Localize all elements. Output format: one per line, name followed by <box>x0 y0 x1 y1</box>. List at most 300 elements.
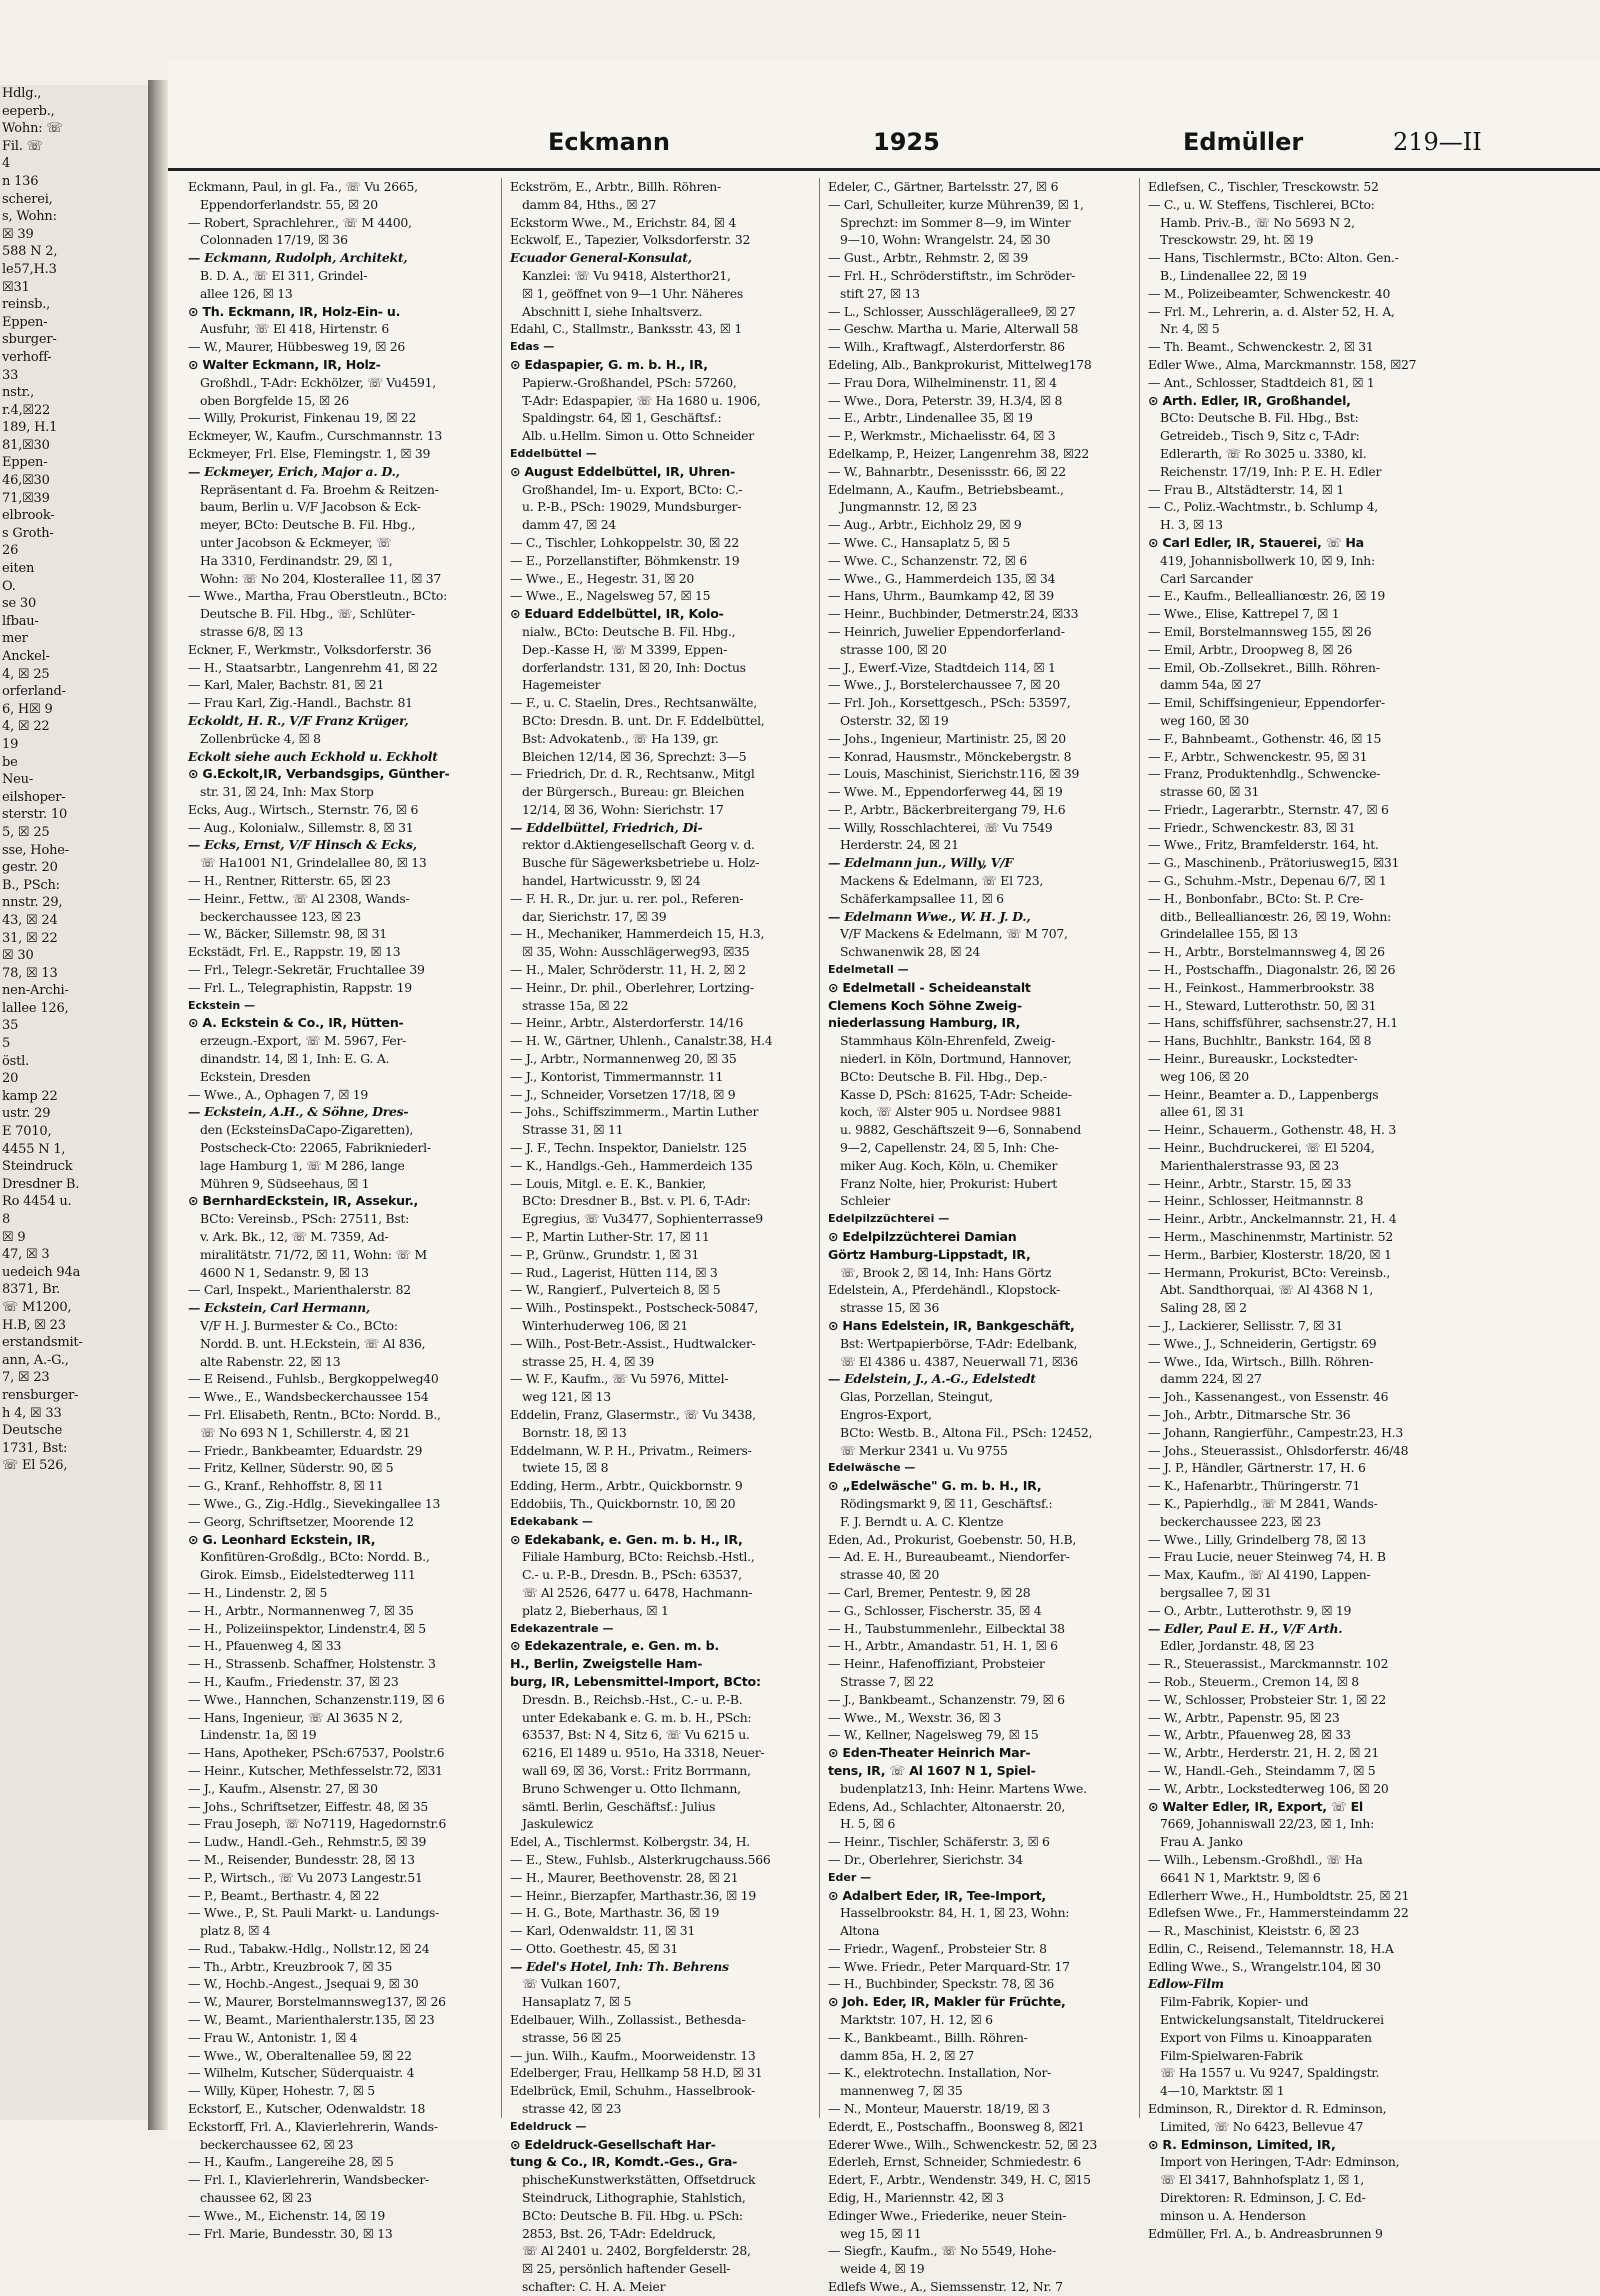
entry-line: BCto: Dresdn. B. unt. Dr. F. Eddelbüttel, <box>522 712 765 728</box>
strip-line: E 7010, <box>2 1124 52 1140</box>
entry-line: allee 126, ☒ 13 <box>200 285 293 301</box>
entry-line: — Konrad, Hausmstr., Mönckebergstr. 8 <box>828 748 1072 764</box>
entry-line: Jungmannstr. 12, ☒ 23 <box>840 499 977 515</box>
entry-line: str. 31, ☒ 24, Inh: Max Storp <box>200 784 374 800</box>
entry-line: beckerchaussee 223, ☒ 23 <box>1160 1513 1321 1529</box>
entry-line: ☏, Brook 2, ☒ 14, Inh: Hans Görtz <box>840 1264 1052 1280</box>
entry-line: niederl. in Köln, Dortmund, Hannover, <box>840 1051 1072 1067</box>
strip-line: ustr. 29 <box>2 1106 51 1122</box>
strip-line: Fil. ☏ <box>2 138 43 154</box>
entry-line: — Wwe., E., Hegestr. 31, ☒ 20 <box>510 570 695 586</box>
entry-line: — Wwe., Lilly, Grindelberg 78, ☒ 13 <box>1148 1531 1366 1547</box>
entry-line: Edahl, C., Stallmstr., Banksstr. 43, ☒ 1 <box>510 321 742 337</box>
entry-line: Reichenstr. 17/19, Inh: P. E. H. Edler <box>1160 463 1382 479</box>
entry-line: — J., Bankbeamt., Schanzenstr. 79, ☒ 6 <box>828 1691 1065 1707</box>
strip-line: rensburger- <box>2 1387 79 1403</box>
entry-line: — Karl, Maler, Bachstr. 81, ☒ 21 <box>188 677 385 693</box>
entry-line: v. Ark. Bk., 12, ☏ M. 7359, Ad- <box>200 1229 389 1245</box>
strip-line: ☒ 30 <box>2 948 34 964</box>
entry-line: Bst: Advokatenb., ☏ Ha 139, gr. <box>522 730 719 746</box>
entry-line: ☏ Ha 1557 u. Vu 9247, Spaldingstr. <box>1160 2065 1380 2081</box>
page-header <box>168 122 1600 168</box>
entry-line: Spaldingstr. 64, ☒ 1, Geschäftsf.: <box>522 410 722 426</box>
entry-line: — Heinr., Beamter a. D., Lappenbergs <box>1148 1086 1379 1102</box>
entry-line: baum, Berlin u. V/F Jacobson & Eck- <box>200 499 421 515</box>
entry-line: Eckmann, Paul, in gl. Fa., ☏ Vu 2665, <box>188 179 418 194</box>
entry-line: — P., Grünw., Grundstr. 1, ☒ 31 <box>510 1246 700 1262</box>
entry-line: ☏ Al 2401 u. 2402, Borgfelderstr. 28, <box>522 2243 751 2259</box>
entry-line: weg 160, ☒ 30 <box>1160 712 1249 728</box>
entry-line: BCto: Westb. B., Altona Fil., PSch: 12452, <box>840 1424 1093 1440</box>
entry-line: strasse 100, ☒ 20 <box>840 641 947 657</box>
entry-line: B., Lindenallee 22, ☒ 19 <box>1160 267 1307 283</box>
entry-line: — Frau W., Antonistr. 1, ☒ 4 <box>188 2029 358 2045</box>
firm-entry-line: ⊙ Edeldruck-Gesellschaft Har- <box>510 2136 716 2152</box>
strip-line: le57,H.3 <box>2 261 57 277</box>
entry-line: 2853, Bst. 26, T-Adr: Edeldruck, <box>522 2225 716 2241</box>
entry-line: — Wwe., Hannchen, Schanzenstr.119, ☒ 6 <box>188 1691 445 1707</box>
entry-line: Eckstorff, Frl. A., Klavierlehrerin, Wands- <box>188 2118 438 2134</box>
entry-line: BCto: Vereinsb., PSch: 27511, Bst: <box>200 1211 410 1227</box>
entry-line: — W. F., Kaufm., ☏ Vu 5976, Mittel- <box>510 1371 729 1387</box>
firm-entry-line: H., Berlin, Zweigstelle Ham- <box>510 1656 703 1672</box>
entry-line: Alb. u.Hellm. Simon u. Otto Schneider <box>522 428 754 444</box>
entry-line: — Eddelbüttel, Friedrich, Di- <box>510 819 703 835</box>
entry-line: Ederdt, E., Postschaffn., Boonsweg 8, ☒21 <box>828 2118 1085 2134</box>
strip-line: östl. <box>2 1053 30 1069</box>
entry-line: — Frl. Joh., Korsettgesch., PSch: 53597, <box>828 695 1071 711</box>
entry-line: — Th. Beamt., Schwenckestr. 2, ☒ 31 <box>1148 339 1374 355</box>
entry-line: mannenweg 7, ☒ 35 <box>840 2083 963 2099</box>
entry-line: 63537, Bst: N 4, Sitz 6, ☏ Vu 6215 u. <box>522 1727 750 1743</box>
entry-line: — Friedr., Schwenckestr. 83, ☒ 31 <box>1148 819 1356 835</box>
entry-line: — E., Kaufm., Belleallianœstr. 26, ☒ 19 <box>1148 588 1386 604</box>
entry-line: Import von Heringen, T-Adr: Edminson, <box>1160 2154 1400 2170</box>
entry-line: Edelstein, A., Pferdehändl., Klopstock- <box>828 1282 1061 1298</box>
strip-line: 33 <box>2 367 19 383</box>
strip-line: Eppen- <box>2 455 48 471</box>
strip-line: Eppen- <box>2 314 48 330</box>
firm-entry-line: tens, IR, ☏ Al 1607 N 1, Spiel- <box>828 1762 1036 1778</box>
section-heading: Edekabank — <box>510 1514 593 1528</box>
strip-line: nnstr. 29, <box>2 895 63 911</box>
entry-line: Ausfuhr, ☏ El 418, Hirtenstr. 6 <box>200 321 390 337</box>
entry-line: — Eckmann, Rudolph, Architekt, <box>188 250 408 266</box>
column-divider <box>1139 178 1140 2118</box>
entry-line: — C., Tischler, Lohkoppelstr. 30, ☒ 22 <box>510 534 739 550</box>
strip-line: Hdlg., <box>2 86 42 101</box>
strip-line: 47, ☒ 3 <box>2 1247 50 1263</box>
entry-line: — H., Arbtr., Amandastr. 51, H. 1, ☒ 6 <box>828 1638 1058 1654</box>
entry-line: — Edler, Paul E. H., V/F Arth. <box>1148 1620 1343 1636</box>
strip-line: ☒ 9 <box>2 1229 26 1245</box>
book-gutter <box>148 80 168 2130</box>
entry-line: — Hermann, Prokurist, BCto: Vereinsb., <box>1148 1264 1391 1280</box>
entry-line: Eckström, E., Arbtr., Billh. Röhren- <box>510 179 721 194</box>
strip-line: eiten <box>2 561 35 577</box>
strip-line: verhoff- <box>2 349 52 365</box>
entry-line: V/F H. J. Burmester & Co., BCto: <box>200 1318 398 1333</box>
entry-line: ☏ Al 2526, 6477 u. 6478, Hachmann- <box>522 1584 753 1600</box>
entry-line: — Wwe., J., Borstelerchaussee 7, ☒ 20 <box>828 677 1060 693</box>
entry-line: — Ad. E. H., Bureaubeamt., Niendorfer- <box>828 1549 1070 1565</box>
strip-line: reinsb., <box>2 297 51 313</box>
entry-line: — Frau Dora, Wilhelminenstr. 11, ☒ 4 <box>828 374 1057 390</box>
entry-line: Direktoren: R. Edminson, J. C. Ed- <box>1160 2190 1366 2206</box>
entry-line: — Wilh., Kraftwagf., Alsterdorferstr. 86 <box>828 339 1065 355</box>
entry-line: BCto: Deutsche B. Fil. Hbg. u. PSch: <box>522 2207 743 2223</box>
strip-line: 8 <box>2 1212 11 1227</box>
entry-line: Hasselbrookstr. 84, H. 1, ☒ 23, Wohn: <box>840 1905 1070 1921</box>
entry-line: — Edelmann Wwe., W. H. J. D., <box>828 908 1031 924</box>
firm-entry-line: ⊙ R. Edminson, Limited, IR, <box>1148 2136 1336 2152</box>
entry-line: twiete 15, ☒ 8 <box>522 1460 609 1476</box>
entry-line: BCto: Deutsche B. Fil. Hbg., Dep.- <box>840 1068 1047 1084</box>
entry-line: Eckmeyer, W., Kaufm., Curschmannstr. 13 <box>188 428 443 444</box>
entry-line: miker Aug. Koch, Köln, u. Chemiker <box>840 1157 1058 1173</box>
entry-line: — Friedrich, Dr. d. R., Rechtsanw., Mitgl <box>510 766 755 782</box>
entry-line: 9—2, Capellenstr. 24, ☒ 5, Inh: Che- <box>840 1140 1059 1156</box>
entry-line: — Frl. Marie, Bundesstr. 30, ☒ 13 <box>188 2225 393 2241</box>
firm-entry-line: ⊙ Eden-Theater Heinrich Mar- <box>828 1745 1031 1761</box>
entry-line: Carl Sarcander <box>1160 570 1253 586</box>
entry-line: — Hans, Buchhltr., Bankstr. 164, ☒ 8 <box>1148 1033 1372 1049</box>
firm-entry-line: ⊙ Edelpilzzüchterei Damian <box>828 1229 1017 1245</box>
entry-line: Film-Spielwaren-Fabrik <box>1160 2047 1303 2063</box>
entry-line: C.- u. P.-B., Dresdn. B., PSch: 63537, <box>522 1567 742 1583</box>
entry-line: — Louis, Mitgl. e. E. K., Bankier, <box>510 1175 707 1191</box>
entry-line: Edert, F., Arbtr., Wendenstr. 349, H. C, ☒15 <box>828 2172 1091 2188</box>
entry-line: bergsallee 7, ☒ 31 <box>1160 1584 1272 1600</box>
entry-line: damm 54a, ☒ 27 <box>1160 677 1262 693</box>
entry-line: stift 27, ☒ 13 <box>840 285 920 301</box>
strip-line: 8371, Br. <box>2 1282 61 1298</box>
entry-line: Edig, H., Mariennstr. 42, ☒ 3 <box>828 2190 1004 2206</box>
entry-line: — R., Maschinist, Kleiststr. 6, ☒ 23 <box>1148 1923 1360 1939</box>
strip-line: H.B, ☒ 23 <box>2 1317 66 1333</box>
entry-line: — K., Bankbeamt., Billh. Röhren- <box>828 2029 1028 2045</box>
header-right-word: Edmüller <box>1183 128 1304 156</box>
entry-line: Edens, Ad., Schlachter, Altonaerstr. 20, <box>828 1798 1066 1814</box>
entry-line: Eden, Ad., Prokurist, Goebenstr. 50, H.B, <box>828 1531 1077 1547</box>
entry-line: — Eckstein, Carl Hermann, <box>188 1300 370 1316</box>
entry-line: — W., Rangierf., Pulverteich 8, ☒ 5 <box>510 1282 721 1298</box>
entry-line: — Wwe., M., Wexstr. 36, ☒ 3 <box>828 1709 1001 1725</box>
strip-line: 35 <box>2 1018 19 1034</box>
entry-line: unter Jacobson & Eckmeyer, ☏ <box>200 534 392 550</box>
section-heading: Edelmetall — <box>828 963 909 977</box>
entry-line: 9—10, Wohn: Wrangelstr. 24, ☒ 30 <box>840 232 1051 248</box>
entry-line: allee 61, ☒ 31 <box>1160 1104 1245 1120</box>
entry-line: Edelberger, Frau, Hellkamp 58 H.D, ☒ 31 <box>510 2065 763 2081</box>
entry-line: Eckstorf, E., Kutscher, Odenwaldstr. 18 <box>188 2101 426 2117</box>
entry-line: — W., Maurer, Borstelmannsweg137, ☒ 26 <box>188 1994 446 2010</box>
entry-line: — Friedr., Wagenf., Probsteier Str. 8 <box>828 1940 1047 1956</box>
firm-entry-line: ⊙ Edekabank, e. Gen. m. b. H., IR, <box>510 1531 743 1547</box>
entry-line: — P., Beamt., Berthastr. 4, ☒ 22 <box>188 1887 380 1903</box>
strip-line: h 4, ☒ 33 <box>2 1405 62 1421</box>
entry-line: Herderstr. 24, ☒ 21 <box>840 837 959 853</box>
entry-line: ☏ No 693 N 1, Schillerstr. 4, ☒ 21 <box>200 1424 411 1440</box>
entry-line: Edlefs Wwe., A., Siemssenstr. 12, Nr. 7 <box>828 2279 1063 2295</box>
entry-line: — H., Arbtr., Normannenweg 7, ☒ 35 <box>188 1602 414 1618</box>
entry-line: Steindruck, Lithographie, Stahlstich, <box>522 2190 746 2206</box>
strip-line: 71,☒39 <box>2 490 50 506</box>
entry-line: — Rob., Steuerm., Cremon 14, ☒ 8 <box>1148 1673 1359 1689</box>
strip-line: Wohn: ☏ <box>2 121 63 137</box>
entry-line: — K., Papierhdlg., ☏ M 2841, Wands- <box>1148 1495 1378 1511</box>
strip-line: 31, ☒ 22 <box>2 930 58 946</box>
entry-line: — Joh., Kassenangest., von Essenstr. 46 <box>1148 1389 1389 1405</box>
entry-line: damm 84, Hths., ☒ 27 <box>522 196 657 212</box>
entry-line: Eckmeyer, Frl. Else, Flemingstr. 1, ☒ 39 <box>188 445 431 461</box>
entry-line: Konfitüren-Großdlg., BCto: Nordd. B., <box>200 1549 430 1565</box>
entry-line: BCto: Deutsche B. Fil. Hbg., Bst: <box>1160 410 1359 426</box>
strip-line: Neu- <box>2 772 34 788</box>
entry-line: Edel, A., Tischlermst. Kolbergstr. 34, H. <box>510 1834 750 1850</box>
entry-line: — H., Arbtr., Borstelmannsweg 4, ☒ 26 <box>1148 944 1385 960</box>
entry-line: — H., Lindenstr. 2, ☒ 5 <box>188 1584 328 1600</box>
entry-line: — K., Hafenarbtr., Thüringerstr. 71 <box>1148 1478 1361 1494</box>
entry-line: strasse 15, ☒ 36 <box>840 1300 940 1316</box>
entry-line: Eppendorferlandstr. 55, ☒ 20 <box>200 196 378 212</box>
entry-line: Girok. Eimsb., Eidelstedterweg 111 <box>200 1567 416 1583</box>
entry-line: Nordd. B. unt. H.Eckstein, ☏ Al 836, <box>200 1335 426 1351</box>
entry-line: miralitätstr. 71/72, ☒ 11, Wohn: ☏ M <box>200 1246 427 1262</box>
entry-line: — F. H. R., Dr. jur. u. rer. pol., Referen- <box>510 890 744 906</box>
entry-line: Marienthalerstrasse 93, ☒ 23 <box>1160 1157 1339 1173</box>
entry-line: — Heinr., Buchbinder, Detmerstr.24, ☒33 <box>828 606 1079 622</box>
entry-line: Mühren 9, Südseehaus, ☒ 1 <box>200 1175 370 1191</box>
entry-line: Egregius, ☏ Vu3477, Sophienterrasse9 <box>522 1211 763 1227</box>
entry-line: — Heinr., Fettw., ☏ Al 2308, Wands- <box>188 890 410 906</box>
strip-line: ☒31 <box>2 279 30 295</box>
entry-line: der Bürgersch., Bureau: gr. Bleichen <box>522 784 745 800</box>
entry-line: — Hans, Apotheker, PSch:67537, Poolstr.6 <box>188 1745 445 1761</box>
entry-line: — Carl, Inspekt., Marienthalerstr. 82 <box>188 1282 411 1298</box>
strip-line: ☏ El 526, <box>2 1458 68 1474</box>
entry-line: — H., Staatsarbtr., Langenrehm 41, ☒ 22 <box>188 659 438 675</box>
strip-line: sse, Hohe- <box>2 842 69 858</box>
entry-line: Eckoldt, H. R., V/F Franz Krüger, <box>188 712 409 728</box>
entry-line: — Frau Karl, Zig.-Handl., Bachstr. 81 <box>188 695 413 711</box>
entry-line: — H., Feinkost., Hammerbrookstr. 38 <box>1148 979 1375 995</box>
entry-line: Ecks, Aug., Wirtsch., Sternstr. 76, ☒ 6 <box>188 801 419 817</box>
strip-line: orferland- <box>2 684 66 700</box>
entry-line: Edlefsen, C., Tischler, Tresckowstr. 52 <box>1148 179 1379 194</box>
entry-line: — W., Bäcker, Sillemstr. 98, ☒ 31 <box>188 926 387 942</box>
header-rule <box>168 168 1600 171</box>
directory-page <box>168 60 1600 2295</box>
entry-line: Edler Wwe., Alma, Marckmannstr. 158, ☒27 <box>1148 356 1417 372</box>
column-4 <box>1148 178 1448 2241</box>
entry-line: — Wilh., Lebensm.-Großhdl., ☏ Ha <box>1148 1851 1363 1867</box>
entry-line: strasse, 56 ☒ 25 <box>522 2029 622 2045</box>
entry-line: — H., Buchbinder, Speckstr. 78, ☒ 36 <box>828 1976 1054 1992</box>
strip-line: 43, ☒ 24 <box>2 912 58 928</box>
entry-line: — H. W., Gärtner, Uhlenh., Canalstr.38, H.4 <box>510 1033 773 1049</box>
entry-line: — M., Polizeibeamter, Schwenckestr. 40 <box>1148 285 1391 301</box>
entry-line: — Emil, Schiffsingenieur, Eppendorfer- <box>1148 695 1385 711</box>
firm-entry-line: ⊙ Th. Eckmann, IR, Holz-Ein- u. <box>188 303 401 319</box>
strip-line: elbrook- <box>2 508 55 524</box>
entry-line: 7669, Johanniswall 22/23, ☒ 1, Inh: <box>1160 1816 1375 1832</box>
entry-line: — Heinrich, Juwelier Eppendorferland- <box>828 623 1065 639</box>
entry-line: Edler, Jordanstr. 48, ☒ 23 <box>1160 1638 1315 1654</box>
entry-line: — W., Arbtr., Herderstr. 21, H. 2, ☒ 21 <box>1148 1745 1380 1761</box>
firm-entry-line: ⊙ A. Eckstein & Co., IR, Hütten- <box>188 1015 404 1031</box>
entry-line: Film-Fabrik, Kopier- und <box>1160 1994 1309 2010</box>
entry-line: — Gust., Arbtr., Rehmstr. 2, ☒ 39 <box>828 250 1029 266</box>
entry-line: Ederleh, Ernst, Schneider, Schmiedestr. 6 <box>828 2154 1082 2170</box>
strip-line: lallee 126, <box>2 1000 69 1016</box>
entry-line: weg 121, ☒ 13 <box>522 1389 611 1405</box>
entry-line: — F., Bahnbeamt., Gothenstr. 46, ☒ 15 <box>1148 730 1382 746</box>
entry-line: — Heinr., Kutscher, Methfesselstr.72, ☒31 <box>188 1762 443 1778</box>
entry-line: — Emil, Arbtr., Droopweg 8, ☒ 26 <box>1148 641 1353 657</box>
entry-line: — Wwe., W., Oberaltenallee 59, ☒ 22 <box>188 2047 412 2063</box>
entry-line: Edinger Wwe., Friederike, neuer Stein- <box>828 2207 1067 2223</box>
entry-line: — Heinr., Schauerm., Gothenstr. 48, H. 3 <box>1148 1122 1396 1138</box>
entry-line: 6641 N 1, Marktstr. 9, ☒ 6 <box>1160 1869 1321 1885</box>
entry-line: dorferlandstr. 131, ☒ 20, Inh: Doctus <box>522 659 746 675</box>
entry-line: — Frau B., Altstädterstr. 14, ☒ 1 <box>1148 481 1344 497</box>
strip-line: sburger- <box>2 332 57 348</box>
entry-line: — J., Kontorist, Timmermannstr. 11 <box>510 1068 724 1084</box>
strip-line: Ro 4454 u. <box>2 1194 72 1210</box>
strip-line: O. <box>2 578 16 594</box>
entry-line: rektor d.Aktiengesellschaft Georg v. d. <box>522 837 755 853</box>
entry-line: — Hans, Tischlermstr., BCto: Alton. Gen.- <box>1148 250 1399 266</box>
entry-line: — J. F., Techn. Inspektor, Danielstr. 125 <box>510 1140 747 1156</box>
entry-line: H. 3, ☒ 13 <box>1160 517 1223 533</box>
entry-line: Filiale Hamburg, BCto: Reichsb.-Hstl., <box>522 1549 755 1565</box>
section-heading: Edeldruck — <box>510 2119 587 2133</box>
entry-line: — C., u. W. Steffens, Tischlerei, BCto: <box>1148 196 1375 212</box>
entry-line: Ecuador General-Konsulat, <box>510 250 692 266</box>
entry-line: Kasse D, PSch: 81625, T-Adr: Scheide- <box>840 1086 1072 1102</box>
strip-line: 26 <box>2 543 19 559</box>
entry-line: Eckwolf, E., Tapezier, Volksdorferstr. 32 <box>510 232 751 248</box>
entry-line: — H., Kaufm., Friedenstr. 37, ☒ 23 <box>188 1673 399 1689</box>
entry-line: — Heinr., Schlosser, Heitmannstr. 8 <box>1148 1193 1364 1209</box>
entry-line: erzeugn.-Export, ☏ M. 5967, Fer- <box>200 1033 407 1049</box>
entry-line: — H., Maler, Schröderstr. 11, H. 2, ☒ 2 <box>510 962 746 978</box>
entry-line: Edelkamp, P., Heizer, Langenrehm 38, ☒22 <box>828 445 1090 461</box>
entry-line: — H., Bonbonfabr., BCto: St. P. Cre- <box>1148 890 1364 906</box>
entry-line: strasse 15a, ☒ 22 <box>522 997 629 1013</box>
entry-line: — Georg, Schriftsetzer, Moorende 12 <box>188 1513 414 1529</box>
entry-line: — W., Maurer, Hübbesweg 19, ☒ 26 <box>188 339 406 355</box>
entry-line: Schwanenwik 28, ☒ 24 <box>840 944 981 960</box>
entry-line: — Wilh., Postinspekt., Postscheck-50847, <box>510 1300 759 1316</box>
entry-line: Edeler, C., Gärtner, Bartelsstr. 27, ☒ 6 <box>828 179 1059 194</box>
entry-line: — Wwe. C., Hansaplatz 5, ☒ 5 <box>828 534 1011 550</box>
entry-line: — G., Schuhm.-Mstr., Depenau 6/7, ☒ 1 <box>1148 873 1387 889</box>
entry-line: Edeling, Alb., Bankprokurist, Mittelweg178 <box>828 356 1092 372</box>
strip-line: 1731, Bst: <box>2 1440 68 1456</box>
strip-line: gestr. 20 <box>2 860 58 876</box>
entry-line: — Wwe., M., Eichenstr. 14, ☒ 19 <box>188 2207 386 2223</box>
firm-entry-line: Clemens Koch Söhne Zweig- <box>828 997 1022 1013</box>
entry-line: — Franz, Produktenhdlg., Schwencke- <box>1148 766 1381 782</box>
entry-line: — jun. Wilh., Kaufm., Moorweidenstr. 13 <box>510 2047 756 2063</box>
entry-line: — M., Reisender, Bundesstr. 28, ☒ 13 <box>188 1851 415 1867</box>
entry-line: Zollenbrücke 4, ☒ 8 <box>200 730 321 746</box>
entry-line: B. D. A., ☏ El 311, Grindel- <box>200 267 368 283</box>
entry-line: wall 69, ☒ 36, Vorst.: Fritz Borrmann, <box>522 1762 751 1778</box>
strip-line: 81,☒30 <box>2 437 50 453</box>
entry-line: 12/14, ☒ 36, Wohn: Sierichstr. 17 <box>522 801 724 817</box>
entry-line: Edlerherr Wwe., H., Humboldtstr. 25, ☒ 21 <box>1148 1887 1410 1903</box>
entry-line: strasse 6/8, ☒ 13 <box>200 623 304 639</box>
entry-line: — Wilhelm, Kutscher, Süderquaistr. 4 <box>188 2065 415 2081</box>
entry-line: — Heinr., Dr. phil., Oberlehrer, Lortzing- <box>510 979 754 995</box>
column-divider <box>819 178 820 2118</box>
entry-line: — Wwe., Fritz, Bramfelderstr. 164, ht. <box>1148 837 1379 853</box>
entry-line: minson u. A. Henderson <box>1160 2207 1306 2223</box>
strip-line: 588 N 2, <box>2 244 58 260</box>
entry-line: — Wwe., A., Ophagen 7, ☒ 19 <box>188 1086 369 1102</box>
entry-line: — H., Strassenb. Schaffner, Holstenstr. 3 <box>188 1656 436 1672</box>
strip-line: B., PSch: <box>2 877 60 893</box>
entry-line: Eckner, F., Werkmstr., Volksdorferstr. 36 <box>188 641 432 657</box>
entry-line: Lindenstr. 1a, ☒ 19 <box>200 1727 317 1743</box>
entry-line: — Th., Arbtr., Kreuzbrook 7, ☒ 35 <box>188 1958 393 1974</box>
entry-line: — Hans, Ingenieur, ☏ Al 3635 N 2, <box>188 1709 403 1725</box>
header-year: 1925 <box>873 128 940 156</box>
entry-line: Edelbauer, Wilh., Zollassist., Bethesda- <box>510 2012 746 2028</box>
entry-line: strasse 40, ☒ 20 <box>840 1567 940 1583</box>
entry-line: den (EcksteinsDaCapo-Zigaretten), <box>200 1122 414 1138</box>
entry-line: — Wwe. M., Eppendorferweg 44, ☒ 19 <box>828 784 1063 800</box>
entry-line: — Frl. M., Lehrerin, a. d. Alster 52, H. A, <box>1148 303 1395 319</box>
entry-line: — G., Maschinenb., Prätoriusweg15, ☒31 <box>1148 855 1400 871</box>
strip-line: 7, ☒ 23 <box>2 1370 50 1386</box>
firm-entry-line: ⊙ Walter Eckmann, IR, Holz- <box>188 356 381 372</box>
entry-line: u. P.-B., PSch: 19029, Mundsburger- <box>522 499 742 515</box>
section-heading: Eder — <box>828 1870 872 1884</box>
entry-line: — Eckmeyer, Erich, Major a. D., <box>188 463 400 479</box>
section-heading: Eddelbüttel — <box>510 446 597 460</box>
entry-line: — Frl. H., Schröderstiftstr., im Schröder- <box>828 267 1076 283</box>
column-divider <box>501 178 502 2118</box>
entry-line: — J., Lackierer, Sellisstr. 7, ☒ 31 <box>1148 1318 1343 1333</box>
strip-line: erstandsmit- <box>2 1335 83 1351</box>
entry-line: Bornstr. 18, ☒ 13 <box>522 1424 627 1440</box>
entry-line: handel, Hartwicusstr. 9, ☒ 24 <box>522 873 701 889</box>
strip-line: 5 <box>2 1036 11 1052</box>
entry-line: Export von Films u. Kinoapparaten <box>1160 2029 1372 2045</box>
entry-line: weide 4, ☒ 19 <box>840 2261 925 2277</box>
entry-line: Strasse 7, ☒ 22 <box>840 1673 934 1689</box>
strip-line: mer <box>2 631 28 647</box>
entry-line: — Heinr., Arbtr., Alsterdorferstr. 14/16 <box>510 1015 744 1031</box>
strip-line: 5, ☒ 25 <box>2 824 50 840</box>
section-heading: Edas — <box>510 340 555 354</box>
entry-line: — Ant., Schlosser, Stadtdeich 81, ☒ 1 <box>1148 374 1375 390</box>
entry-line: — Johs., Steuerassist., Ohlsdorferstr. 46/48 <box>1148 1442 1409 1458</box>
entry-line: dar, Sierichstr. 17, ☒ 39 <box>522 908 667 924</box>
entry-line: Sprechzt: im Sommer 8—9, im Winter <box>840 214 1071 230</box>
entry-line: — J., Ewerf.-Vize, Stadtdeich 114, ☒ 1 <box>828 659 1056 675</box>
firm-entry-line: ⊙ „Edelwäsche" G. m. b. H., IR, <box>828 1478 1042 1494</box>
entry-line: Abschnitt I, siehe Inhaltsverz. <box>522 303 703 319</box>
entry-line: — Wilh., Post-Betr.-Assist., Hudtwalcker- <box>510 1335 756 1351</box>
entry-line: — Frau Lucie, neuer Steinweg 74, H. B <box>1148 1549 1386 1565</box>
entry-line: — Frl. L., Telegraphistin, Rappstr. 19 <box>188 979 412 995</box>
firm-entry-line: ⊙ G.Eckolt,IR, Verbandsgips, Günther- <box>188 766 450 782</box>
